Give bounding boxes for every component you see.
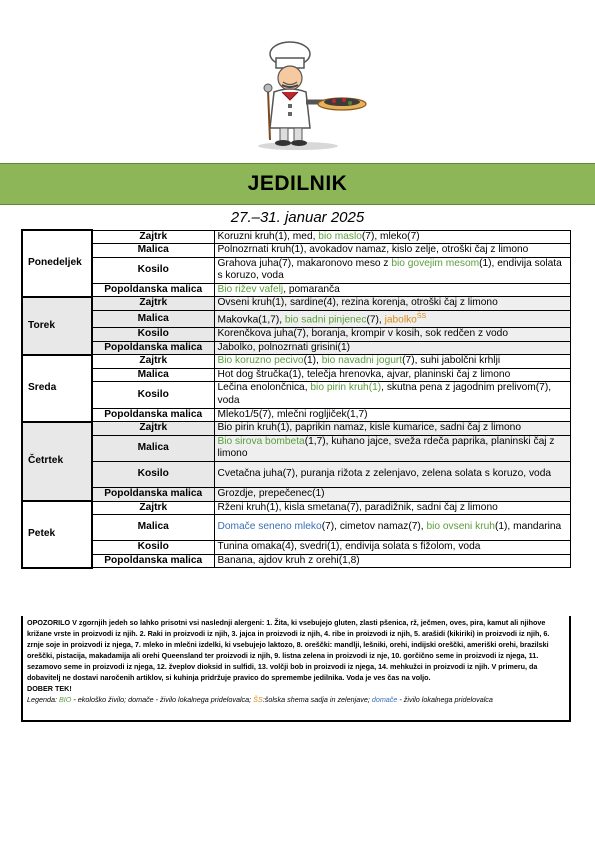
menu-row bbox=[22, 435, 571, 461]
meal-description bbox=[214, 382, 571, 408]
meal-text: (7), mleko(7) bbox=[361, 230, 420, 242]
meal-description bbox=[214, 501, 571, 515]
meal-description bbox=[214, 435, 571, 461]
warning-label: OPOZORILO bbox=[27, 618, 71, 627]
meal-description bbox=[214, 257, 571, 283]
meal-description bbox=[214, 515, 571, 541]
meal-name: Malica bbox=[92, 435, 214, 461]
meal-text: Tunina omaka(4), svedri(1), endivija solata s fižolom, voda bbox=[217, 541, 481, 553]
meal-text: Rženi kruh(1), kisla smetana(7), paradižnik, sadni čaj z limono bbox=[217, 501, 498, 513]
meal-name: Popoldanska malica bbox=[92, 554, 214, 568]
meal-text: bio pirin kruh(1) bbox=[310, 382, 382, 394]
menu-row bbox=[22, 541, 571, 555]
meal-text: Cvetačna juha(7), puranja rižota z zelenjavo, zelena solata s koruzo, voda bbox=[217, 468, 552, 480]
meal-description bbox=[214, 283, 571, 297]
meal-text: Bio rižev vafelj bbox=[217, 283, 284, 295]
meal-description bbox=[214, 554, 571, 568]
meal-name: Zajtrk bbox=[92, 422, 214, 436]
day-name: Petek bbox=[22, 501, 92, 568]
meal-name: Malica bbox=[92, 311, 214, 328]
meal-text: Jabolko, polnozrnati grisini(1) bbox=[217, 341, 351, 353]
meal-text: Mleko1/5(7), mlečni rogljiček(1,7) bbox=[217, 408, 368, 420]
meal-name: Zajtrk bbox=[92, 230, 214, 244]
meal-text: (1), bbox=[303, 355, 322, 367]
meal-text: (1), endivija solata s koruzo, voda bbox=[217, 257, 562, 282]
menu-row bbox=[22, 297, 571, 311]
menu-row bbox=[22, 257, 571, 283]
meal-text: (7), cimetov namaz(7), bbox=[321, 521, 427, 533]
meal-text: , skutna pena z jagodnim prelivom(7), voda bbox=[217, 382, 552, 407]
meal-text: jabolko bbox=[384, 314, 417, 326]
meal-text: (1), mandarina bbox=[494, 521, 562, 533]
meal-name: Kosilo bbox=[92, 541, 214, 555]
date-range: 27.–31. januar 2025 bbox=[230, 209, 365, 226]
menu-row bbox=[22, 355, 571, 369]
meal-text: Ovseni kruh(1), sardine(4), rezina korenja, otroški čaj z limono bbox=[217, 297, 498, 309]
meal-text: bio navadni jogurt bbox=[321, 355, 403, 367]
meal-description bbox=[214, 230, 571, 244]
meal-name: Malica bbox=[92, 244, 214, 258]
day-name: Ponedeljek bbox=[22, 230, 92, 297]
meal-text: Domače seneno mleko bbox=[217, 521, 322, 533]
meal-name: Zajtrk bbox=[92, 297, 214, 311]
meal-text: bio ovseni kruh bbox=[426, 521, 495, 533]
meal-text: Hot dog štručka(1), telečja hrenovka, ajvar, planinski čaj z limono bbox=[217, 368, 511, 380]
menu-row bbox=[22, 554, 571, 568]
meal-text: bio sadni pinjenec bbox=[284, 314, 367, 326]
meal-name: Zajtrk bbox=[92, 355, 214, 369]
meal-text: Makovka(1,7), bbox=[217, 314, 285, 326]
meal-name: Kosilo bbox=[92, 328, 214, 342]
meal-text: ŠS bbox=[416, 313, 427, 321]
meal-text: Grozdje, prepečenec(1) bbox=[217, 487, 325, 499]
menu-row bbox=[22, 283, 571, 297]
meal-name: Popoldanska malica bbox=[92, 283, 214, 297]
menu-row bbox=[22, 244, 571, 258]
menu-row bbox=[22, 328, 571, 342]
meal-description bbox=[214, 341, 571, 355]
menu-row bbox=[22, 515, 571, 541]
supplier-note: V primeru, da dobavitelj ne dostavi naročenih artiklov, si kuhinja pridržuje pravico do spremembe jedilnika. Voda je ves čas na voljo. bbox=[27, 662, 538, 682]
menu-row bbox=[22, 501, 571, 515]
meal-description bbox=[214, 244, 571, 258]
meal-name: Kosilo bbox=[92, 257, 214, 283]
menu-row bbox=[22, 422, 571, 436]
meal-name: Zajtrk bbox=[92, 501, 214, 515]
menu-row bbox=[22, 230, 571, 244]
meal-text: (1,7), kuhano jajce, sveža rdeča paprika, planinski čaj z limono bbox=[217, 435, 555, 460]
meal-name: Kosilo bbox=[92, 461, 214, 487]
meal-text: Bio koruzno pecivo bbox=[217, 355, 304, 367]
meal-text: bio govejim mesom bbox=[391, 257, 480, 269]
legend: Legenda: BIO - ekološko živilo; domače - živilo lokalnega pridelovalca; ŠS:šolska shema sadja in zelenjave; domače - živilo lokalnega pridelovalca bbox=[27, 695, 493, 704]
allergen-list: V zgornjih jedeh so lahko prisotni vsi naslednji alergeni: 1. Žita, ki vsebujejo gluten, zlasti pšenica, rž, ječmen, oves, pira, kamut ali njihove križane vrste in proizvodi iz njih. 2. Raki in proizvodi iz njih, 3. jajca in proizvodi iz njih, 4. ribe in proizvodi iz njih, 5. arašidi (kikiriki) in proizvodi iz njih, 6. zrnje soje in proizvodi iz njega, 7. mleko in mlečni izdelki, ki vsebujejo laktozo, 8. oreščki: mandlji, lešniki, orehi, indijski oreščki, ameriški orehi, brazilski oreščki, pistacija, makadamija ali orehi Queensland ter proizvodi iz njih, 9. listna zelena in proizvodi iz nje, 10. gorčično seme in proizvodi iz njega, 11. sezamovo seme in proizvodi iz njega, 12. žveplov dioksid in sulfidi, 13. volčji bob in proizvodi iz njega, 14. mehkužci in proizvodi iz njih. bbox=[27, 618, 550, 671]
title-banner bbox=[0, 163, 595, 205]
meal-name: Kosilo bbox=[92, 382, 214, 408]
meal-description bbox=[214, 368, 571, 382]
meal-text: Bio pirin kruh(1), paprikin namaz, kisle kumarice, sadni čaj z limono bbox=[217, 422, 521, 434]
menu-row bbox=[22, 341, 571, 355]
menu-table bbox=[21, 229, 571, 569]
meal-description bbox=[214, 408, 571, 422]
meal-text: , pomaranča bbox=[283, 283, 340, 295]
page-title: JEDILNIK bbox=[247, 172, 348, 195]
menu-row bbox=[22, 408, 571, 422]
meal-description bbox=[214, 422, 571, 436]
meal-text: Korenčkova juha(7), boranja, krompir v kosih, sok redčen z vodo bbox=[217, 328, 508, 340]
meal-name: Popoldanska malica bbox=[92, 408, 214, 422]
day-name: Sreda bbox=[22, 355, 92, 422]
meal-text: (7), bbox=[366, 314, 385, 326]
meal-text: (7), suhi jabolčni krhlji bbox=[402, 355, 501, 367]
menu-row bbox=[22, 311, 571, 328]
day-name: Četrtek bbox=[22, 422, 92, 501]
meal-description bbox=[214, 487, 571, 501]
meal-name: Malica bbox=[92, 368, 214, 382]
notes-box bbox=[21, 616, 571, 722]
meal-name: Popoldanska malica bbox=[92, 487, 214, 501]
day-name: Torek bbox=[22, 297, 92, 355]
meal-description bbox=[214, 311, 571, 328]
meal-text: bio maslo bbox=[318, 230, 362, 242]
meal-text: Polnozrnati kruh(1), avokadov namaz, kislo zelje, otroški čaj z limono bbox=[217, 244, 529, 256]
closing-text: DOBER TEK! bbox=[27, 684, 72, 693]
meal-description bbox=[214, 355, 571, 369]
menu-row bbox=[22, 382, 571, 408]
menu-row bbox=[22, 487, 571, 501]
meal-text: Banana, ajdov kruh z orehi(1,8) bbox=[217, 554, 360, 566]
meal-description bbox=[214, 541, 571, 555]
meal-description bbox=[214, 297, 571, 311]
meal-text: Lečina enolončnica, bbox=[217, 382, 311, 394]
menu-row bbox=[22, 461, 571, 487]
meal-description bbox=[214, 461, 571, 487]
chef-illustration bbox=[228, 40, 368, 150]
meal-name: Malica bbox=[92, 515, 214, 541]
meal-text: Bio sirova bombeta bbox=[217, 435, 305, 447]
meal-text: Koruzni kruh(1), med, bbox=[217, 230, 319, 242]
meal-description bbox=[214, 328, 571, 342]
meal-text: Grahova juha(7), makaronovo meso z bbox=[217, 257, 392, 269]
meal-name: Popoldanska malica bbox=[92, 341, 214, 355]
menu-row bbox=[22, 368, 571, 382]
